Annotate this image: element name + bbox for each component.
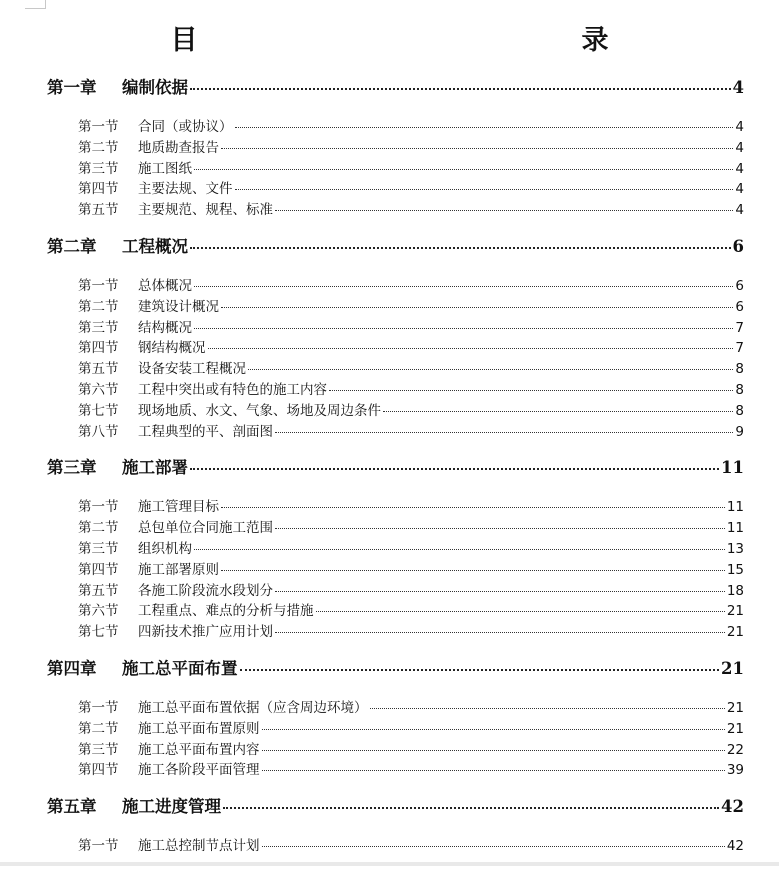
toc-section-entry[interactable]	[47, 316, 744, 337]
dot-leader	[329, 390, 733, 391]
section-page-number: 39	[726, 762, 744, 779]
toc-chapter	[47, 454, 744, 641]
section-title: 工程重点、难点的分析与措施	[138, 603, 314, 620]
section-number: 第四节	[78, 762, 119, 779]
dot-leader	[275, 528, 725, 529]
section-title: 施工总控制节点计划	[138, 838, 260, 855]
toc-chapter	[47, 74, 744, 219]
dot-leader	[275, 210, 733, 211]
section-page-number: 7	[735, 319, 744, 336]
chapter-page-number: 11	[721, 458, 744, 478]
section-number: 第三节	[78, 741, 119, 758]
section-page-number: 6	[735, 298, 744, 315]
section-title: 主要规范、规程、标准	[138, 202, 273, 219]
toc-section-entry[interactable]	[47, 537, 744, 558]
section-number: 第三节	[78, 160, 119, 177]
chapter-number: 第一章	[47, 78, 97, 97]
toc-section-entry[interactable]	[47, 336, 744, 357]
section-number: 第二节	[78, 720, 119, 737]
toc-section-entry[interactable]	[47, 399, 744, 420]
dot-leader	[194, 169, 733, 170]
section-page-number: 42	[726, 838, 744, 855]
section-title: 组织机构	[138, 540, 192, 557]
section-number: 第七节	[78, 624, 119, 641]
toc-chapter-entry[interactable]	[47, 454, 744, 482]
section-title: 设备安装工程概况	[138, 361, 246, 378]
section-title: 施工管理目标	[138, 499, 219, 516]
chapter-number: 第三章	[47, 458, 97, 478]
section-number: 第一节	[78, 699, 119, 716]
dot-leader	[262, 750, 725, 751]
dot-leader	[221, 148, 733, 149]
chapter-title: 施工进度管理	[122, 797, 221, 817]
section-number: 第四节	[78, 561, 119, 578]
section-title: 四新技术推广应用计划	[138, 624, 273, 641]
section-number: 第一节	[78, 499, 119, 516]
chapter-page-number: 42	[721, 797, 744, 817]
section-title: 施工部署原则	[138, 561, 219, 578]
toc-section-entry[interactable]	[47, 420, 744, 441]
dot-leader	[262, 770, 725, 771]
section-number: 第一节	[78, 119, 119, 135]
section-page-number: 4	[735, 139, 744, 156]
section-number: 第四节	[78, 181, 119, 198]
section-number: 第四节	[78, 340, 119, 357]
dot-leader	[370, 708, 725, 709]
section-number: 第三节	[78, 319, 119, 336]
section-number: 第二节	[78, 298, 119, 315]
section-number: 第六节	[78, 603, 119, 620]
section-page-number: 21	[726, 699, 744, 716]
dot-leader	[221, 507, 725, 508]
toc-chapter	[47, 793, 744, 855]
toc-section-entry[interactable]	[47, 136, 744, 157]
section-page-number: 4	[735, 160, 744, 177]
toc-section-entry[interactable]	[47, 516, 744, 537]
dot-leader	[190, 468, 719, 470]
section-title: 总体概况	[138, 277, 192, 294]
dot-leader	[383, 411, 733, 412]
toc-section-entry[interactable]	[47, 738, 744, 759]
chapter-page-number: 6	[732, 236, 744, 256]
section-page-number: 8	[735, 402, 744, 419]
section-title: 施工总平面布置依据（应含周边环境）	[138, 699, 368, 716]
chapter-number: 第五章	[47, 797, 97, 817]
dot-leader	[235, 127, 734, 128]
toc-section-entry[interactable]	[47, 834, 744, 855]
section-number: 第三节	[78, 540, 119, 557]
section-page-number: 15	[726, 561, 744, 578]
section-page-number: 9	[735, 423, 744, 440]
section-title: 钢结构概况	[138, 340, 206, 357]
section-page-number: 11	[726, 520, 744, 537]
section-page-number: 8	[735, 361, 744, 378]
section-number: 第一节	[78, 838, 119, 855]
section-title: 结构概况	[138, 319, 192, 336]
section-number: 第五节	[78, 202, 119, 219]
chapter-title: 施工部署	[122, 458, 188, 478]
section-title: 地质勘查报告	[138, 139, 219, 156]
section-title: 施工各阶段平面管理	[138, 762, 260, 779]
toc-section-entry[interactable]	[47, 495, 744, 516]
section-number: 第七节	[78, 402, 119, 419]
page-corner-mark	[25, 0, 46, 9]
toc-section-entry[interactable]	[47, 378, 744, 399]
toc-section-entry[interactable]	[47, 558, 744, 579]
chapter-title: 施工总平面布置	[122, 658, 238, 678]
section-page-number: 22	[726, 741, 744, 758]
toc-section-entry[interactable]	[47, 198, 744, 219]
dot-leader	[221, 307, 733, 308]
page-bottom-edge	[0, 862, 779, 866]
section-title: 建筑设计概况	[138, 298, 219, 315]
toc-section-entry[interactable]	[47, 177, 744, 198]
section-number: 第八节	[78, 423, 119, 440]
dot-leader	[194, 328, 733, 329]
chapter-title: 编制依据	[122, 78, 188, 97]
dot-leader	[190, 247, 731, 249]
chapter-page-number: 21	[721, 658, 744, 678]
chapter-page-number: 4	[732, 78, 744, 97]
dot-leader	[221, 570, 725, 571]
toc-chapter-entry[interactable]	[47, 233, 744, 261]
section-number: 第五节	[78, 582, 119, 599]
section-title: 总包单位合同施工范围	[138, 520, 273, 537]
toc-section-entry[interactable]	[47, 295, 744, 316]
section-number: 第二节	[78, 520, 119, 537]
toc-section-entry[interactable]	[47, 579, 744, 600]
dot-leader	[248, 369, 733, 370]
table-of-contents	[47, 74, 744, 869]
dot-leader	[262, 729, 725, 730]
section-title: 施工图纸	[138, 160, 192, 177]
dot-leader	[275, 632, 725, 633]
section-page-number: 13	[726, 540, 744, 557]
dot-leader	[223, 807, 719, 809]
section-page-number: 7	[735, 340, 744, 357]
section-title: 主要法规、文件	[138, 181, 233, 198]
toc-section-entry[interactable]	[47, 758, 744, 779]
section-page-number: 21	[726, 720, 744, 737]
dot-leader	[235, 189, 734, 190]
section-page-number: 6	[735, 277, 744, 294]
toc-section-entry[interactable]	[47, 696, 744, 717]
chapter-title: 工程概况	[122, 236, 188, 256]
toc-section-entry[interactable]	[47, 115, 744, 136]
toc-section-entry[interactable]	[47, 357, 744, 378]
section-page-number: 4	[735, 202, 744, 219]
section-number: 第六节	[78, 381, 119, 398]
chapter-number: 第二章	[47, 236, 97, 256]
toc-chapter	[47, 655, 744, 779]
toc-section-entry[interactable]	[47, 717, 744, 738]
section-page-number: 11	[726, 499, 744, 516]
section-page-number: 21	[726, 624, 744, 641]
dot-leader	[275, 591, 725, 592]
section-page-number: 4	[735, 181, 744, 198]
section-title: 现场地质、水文、气象、场地及周边条件	[138, 402, 381, 419]
section-title: 各施工阶段流水段划分	[138, 582, 273, 599]
section-title: 合同（或协议）	[138, 119, 233, 135]
chapter-number: 第四章	[47, 658, 97, 678]
toc-section-entry[interactable]	[47, 620, 744, 641]
toc-chapter-entry[interactable]	[47, 74, 744, 102]
dot-leader	[194, 549, 725, 550]
dot-leader	[240, 669, 720, 671]
section-number: 第二节	[78, 139, 119, 156]
toc-chapter-entry[interactable]	[47, 793, 744, 821]
section-title: 施工总平面布置原则	[138, 720, 260, 737]
section-number: 第五节	[78, 361, 119, 378]
section-title: 工程典型的平、剖面图	[138, 423, 273, 440]
dot-leader	[262, 846, 725, 847]
section-title: 工程中突出或有特色的施工内容	[138, 381, 327, 398]
section-page-number: 8	[735, 381, 744, 398]
toc-chapter-entry[interactable]	[47, 655, 744, 683]
dot-leader	[275, 432, 733, 433]
dot-leader	[316, 611, 725, 612]
toc-section-entry[interactable]	[47, 274, 744, 295]
page-title: 目 录	[170, 25, 719, 56]
section-title: 施工总平面布置内容	[138, 741, 260, 758]
section-page-number: 18	[726, 582, 744, 599]
section-page-number: 4	[735, 119, 744, 135]
toc-section-entry[interactable]	[47, 157, 744, 178]
dot-leader	[208, 348, 734, 349]
section-number: 第一节	[78, 277, 119, 294]
toc-section-entry[interactable]	[47, 599, 744, 620]
dot-leader	[194, 286, 733, 287]
dot-leader	[190, 88, 731, 90]
toc-chapter	[47, 233, 744, 440]
section-page-number: 21	[726, 603, 744, 620]
